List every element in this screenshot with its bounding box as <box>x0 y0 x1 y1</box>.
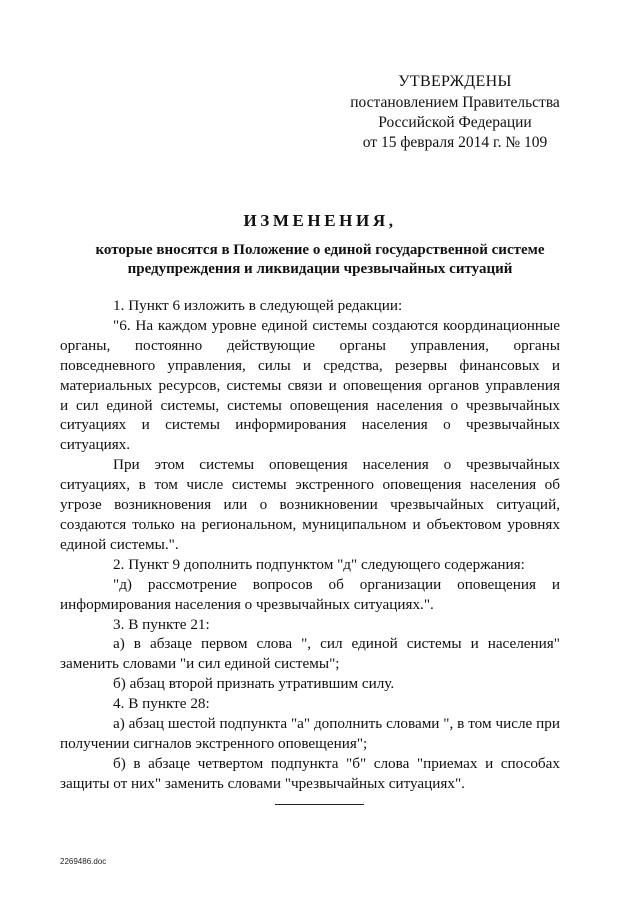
paragraph-3 <box>60 455 560 555</box>
paragraph-5 <box>60 575 560 615</box>
document-file-name: 2269486.doc <box>60 857 107 866</box>
paragraph-1: 1. Пункт 6 изложить в следующей редакции: <box>113 297 403 314</box>
paragraph-3-line: единой системы.". <box>60 535 179 553</box>
paragraph-3-line: угрозе возникновения или о возникновении чрезвычайных ситуаций, <box>60 496 560 514</box>
approval-line-2: Российской Федерации <box>378 114 532 131</box>
document-title: ИЗМЕНЕНИЯ, <box>243 211 397 230</box>
subtitle-line-1: которые вносятся в Положение о единой государственной системе <box>95 242 545 258</box>
paragraph-2 <box>60 316 560 455</box>
paragraph-3-line: При этом системы оповещения населения о чрезвычайных <box>113 456 560 474</box>
paragraph-2-line: ситуациях. <box>60 436 131 454</box>
paragraph-3-line: ситуациях, в том числе системы экстренного оповещения населения об <box>60 476 560 494</box>
paragraph-9: 4. В пункте 28: <box>113 695 210 713</box>
paragraph-7-line: а) в абзаце первом слова ", сил единой системы и населения" <box>113 635 560 653</box>
paragraph-2-line: материальных ресурсов, системы связи и оповещения органов управления <box>60 376 560 394</box>
approval-line-1: постановлением Правительства <box>350 94 560 111</box>
document-title-block <box>60 210 580 279</box>
document-subtitle <box>60 241 580 279</box>
subtitle-line-2: предупреждения и ликвидации чрезвычайных ситуаций <box>127 261 513 277</box>
approval-heading: УТВЕРЖДЕНЫ <box>398 73 512 90</box>
paragraph-11 <box>60 754 560 794</box>
paragraph-11-line: защиты от них" заменить словами "чрезвычайных ситуациях". <box>60 774 465 792</box>
paragraph-10-line: получении сигналов экстренного оповещения"; <box>60 734 368 752</box>
paragraph-2-line: ситуациях и системы информирования населения о чрезвычайных <box>60 416 560 434</box>
paragraph-10-line: а) абзац шестой подпункта "а" дополнить словами ", в том числе при <box>113 715 560 733</box>
paragraph-10 <box>60 714 560 754</box>
document-body <box>60 296 560 794</box>
paragraph-2-line: повседневного управления, силы и средства, резервы финансовых и <box>60 356 560 374</box>
paragraph-5-line: информирования населения о чрезвычайных ситуациях.". <box>60 595 434 613</box>
paragraph-7 <box>60 634 560 674</box>
paragraph-8: б) абзац второй признать утратившим силу. <box>113 675 395 693</box>
paragraph-5-line: "д) рассмотрение вопросов об организации оповещения и <box>113 575 560 593</box>
paragraph-7-line: заменить словами "и сил единой системы"; <box>60 655 340 673</box>
approval-stamp <box>340 72 570 153</box>
end-separator-line <box>275 804 364 805</box>
paragraph-2-line: органы, постоянно действующие органы управления, органы <box>60 336 560 354</box>
paragraph-4: 2. Пункт 9 дополнить подпунктом "д" следующего содержания: <box>113 555 525 573</box>
paragraph-2-line: "6. На каждом уровне единой системы создаются координационные <box>113 316 560 334</box>
paragraph-6: 3. В пункте 21: <box>113 615 210 633</box>
paragraph-11-line: б) в абзаце четвертом подпункта "б" слова "приемах и способах <box>113 754 560 772</box>
paragraph-3-line: создаются только на региональном, муниципальном и объектовом уровнях <box>60 515 560 533</box>
paragraph-2-line: и сил единой системы, системы оповещения населения о чрезвычайных <box>60 396 560 414</box>
approval-line-3: от 15 февраля 2014 г. № 109 <box>362 134 548 151</box>
